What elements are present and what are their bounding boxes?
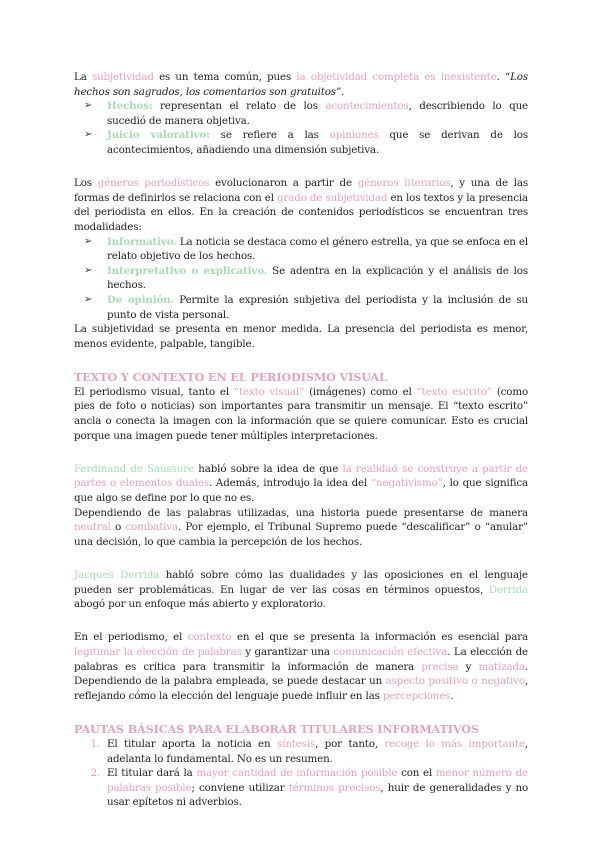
arrow-bullet-icon: ➢ xyxy=(84,264,93,276)
item-number: 2. xyxy=(90,767,100,780)
item-highlight: síntesis xyxy=(276,737,316,750)
item-highlight: términos precisos xyxy=(288,781,381,794)
highlight: precisa xyxy=(421,660,459,673)
item-text: representan el relato de los xyxy=(152,100,326,113)
highlight: grado de subjetividad xyxy=(277,191,388,204)
text: , reflejando cómo la elección del lenguaje puede influir en las xyxy=(74,675,528,702)
list-item xyxy=(74,293,528,322)
list-pautas xyxy=(74,737,528,810)
highlight: géneros literarios xyxy=(357,177,451,190)
text: . Dependiendo de la palabra empleada, se puede destacar un xyxy=(74,660,528,688)
text: . xyxy=(496,71,505,83)
text: evolucionaron a partir de xyxy=(209,177,358,190)
arrow-bullet-icon: ➢ xyxy=(84,129,93,141)
text: . La elección de palabras es crítica para transmitir la información de manera xyxy=(74,645,529,673)
highlight: “negativismo” xyxy=(370,477,443,490)
list-item xyxy=(74,235,528,264)
author-name: Jacques Derrida xyxy=(74,569,160,581)
list-item xyxy=(74,128,528,157)
arrow-bullet-icon: ➢ xyxy=(84,293,93,305)
item-text: con el xyxy=(397,767,436,780)
text: La xyxy=(74,71,92,83)
highlight: “texto escrito” xyxy=(416,385,492,398)
text: . xyxy=(341,85,345,98)
paragraph-generos xyxy=(74,176,528,234)
text: y xyxy=(458,660,479,673)
text: , y una de las formas de definirlos se relaciona con el xyxy=(74,177,529,204)
text: en los textos y la presencia del periodista en ellos. En la creación de contenidos periodísticos se encuentran tres modalidades: xyxy=(74,191,528,233)
item-text: La noticia se destaca como el género estrella, ya que se enfoca en el relato objetivo de los hechos. xyxy=(107,235,528,263)
text: (imágenes) como el xyxy=(304,385,417,398)
highlight: géneros periodísticos xyxy=(97,177,210,190)
item-label: Hechos: xyxy=(107,100,153,113)
paragraph-periodismo-visual xyxy=(74,385,528,443)
item-text: El titular dará la xyxy=(107,767,197,780)
text: abogó por un enfoque más abierto y exploratorio. xyxy=(74,598,326,611)
item-number: 1. xyxy=(90,737,100,750)
item-text: , por tanto, xyxy=(315,737,385,750)
item-text: , huir de generalidades y no usar epítetos ni adverbios. xyxy=(107,781,529,809)
arrow-bullet-icon: ➢ xyxy=(84,100,93,112)
highlight: combativa xyxy=(125,521,178,534)
item-text: , adelanta lo fundamental. No es un resumen. xyxy=(107,737,529,765)
text: . Además, introdujo la idea del xyxy=(209,477,371,490)
paragraph-derrida xyxy=(74,568,528,612)
item-text: Se adentra en la explicación y el análisis de los hechos. xyxy=(107,264,528,292)
text: (como pies de foto o noticias) son importantes para transmitir un mensaje. El “texto escrito” ancla o conecta la imagen con la información que se quiere comunicar. Esto es crucial porque una imagen puede tener múltiples interpretaciones. xyxy=(74,385,529,442)
paragraph-subjetividad-menor: La subjetividad se presenta en menor medida. La presencia del periodista es menor, menos evidente, palpable, tangible. xyxy=(74,323,528,350)
item-label: Juicio valorativo: xyxy=(107,129,210,142)
highlight-objetividad: la objetividad completa es inexistente xyxy=(296,71,497,83)
text: y garantizar una xyxy=(241,645,334,658)
section-heading: PAUTAS BÁSICAS PARA ELABORAR TITULARES INFORMATIVOS xyxy=(74,721,479,736)
text: habló sobre cómo las dualidades y las oposiciones en el lenguaje pueden ser problemáticas. En lugar de ver las cosas en términos opuestos, xyxy=(74,569,528,596)
arrow-bullet-icon: ➢ xyxy=(84,235,93,247)
text: El periodismo visual, tanto el xyxy=(74,385,234,398)
highlight: contexto xyxy=(187,631,232,644)
item-label: Informativo. xyxy=(107,235,177,248)
highlight: matizada xyxy=(478,660,525,673)
paragraph-subjetividad xyxy=(74,70,528,99)
highlight-subjetividad: subjetividad xyxy=(91,71,154,83)
section-heading: TEXTO Y CONTEXTO EN EL PERIODISMO VISUAL xyxy=(74,369,387,384)
item-text: se refiere a las xyxy=(209,129,330,142)
text: habló sobre la idea de que xyxy=(193,462,343,475)
item-label: De opinión. xyxy=(107,293,174,306)
item-highlight: opiniones xyxy=(329,129,379,142)
document-page xyxy=(74,70,528,810)
paragraph-palabras xyxy=(74,506,528,550)
highlight: percepciones xyxy=(382,689,451,702)
highlight: neutral xyxy=(74,521,111,534)
list-item xyxy=(74,737,528,766)
item-highlight: menor número de palabras posible xyxy=(107,767,528,794)
list-item xyxy=(74,766,528,810)
highlight: legitimar la elección de palabras xyxy=(74,645,242,658)
text: . xyxy=(450,689,454,702)
item-text: El titular aporta la noticia en xyxy=(107,737,277,750)
list-item xyxy=(74,99,528,128)
author-name: Ferdinand de Saussure xyxy=(74,462,194,475)
text: , lo que significa que algo se define por lo que no es. xyxy=(74,477,528,505)
paragraph-contexto xyxy=(74,630,528,703)
text: es un tema común, pues xyxy=(153,71,297,83)
highlight: comunicación efectiva xyxy=(333,645,448,658)
text: Dependiendo de las palabras utilizadas, una historia puede presentarse de manera xyxy=(74,506,528,519)
author-name: Derrida xyxy=(488,583,528,596)
item-text: , describiendo lo que sucedió de manera objetiva. xyxy=(107,100,528,127)
text: Los xyxy=(74,177,98,190)
item-highlight: mayor cantidad de información posible xyxy=(196,767,398,780)
text: o xyxy=(110,521,126,534)
highlight: la realidad se construye a partir de partes o elementos duales xyxy=(74,462,528,490)
item-text: ; conviene utilizar xyxy=(191,781,289,794)
list-hechos-juicio xyxy=(74,99,528,157)
paragraph-saussure xyxy=(74,462,528,506)
highlight: “texto visual” xyxy=(233,385,305,398)
item-text: que se derivan de los acontecimientos, añadiendo una dimensión subjetiva. xyxy=(107,129,528,156)
text: . Por ejemplo, el Tribunal Supremo puede “descalificar” o “anular” una decisión, lo que cambia la percepción de los hechos. xyxy=(74,521,529,548)
highlight: aspecto positivo o negativo xyxy=(385,675,525,688)
item-highlight: recoge lo más importante xyxy=(384,737,525,750)
text: en el que se presenta la información es esencial para xyxy=(231,631,528,644)
text: En el periodismo, el xyxy=(74,631,188,644)
item-label: Interpretativo o explicativo. xyxy=(107,264,268,277)
item-highlight: acontecimientos xyxy=(325,100,409,113)
quote: “Los hechos son sagrados, los comentarios son gratuitos” xyxy=(74,71,528,98)
list-item xyxy=(74,264,528,293)
list-modalidades xyxy=(74,235,528,323)
item-text: Permite la expresión subjetiva del periodista y la inclusión de su punto de vista personal. xyxy=(107,293,528,321)
